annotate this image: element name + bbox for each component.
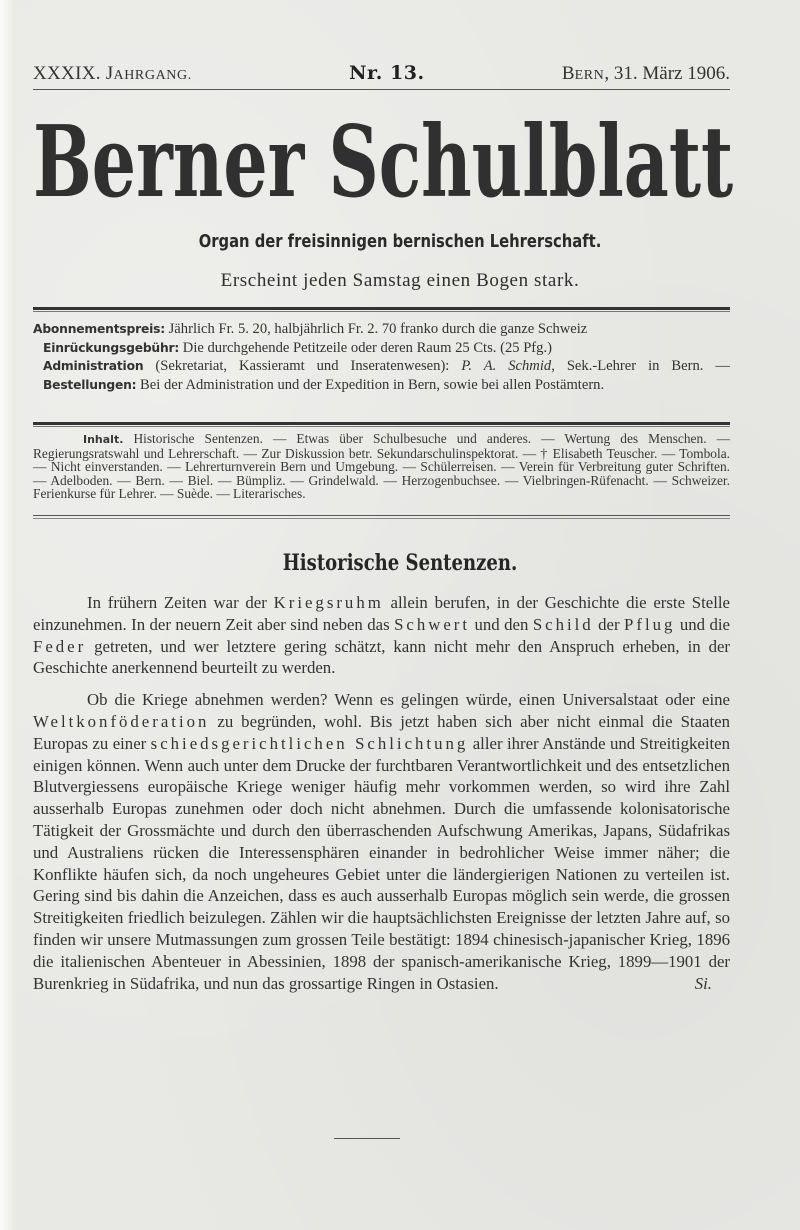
publication-tagline: Erscheint jeden Samstag einen Bogen stark. [220, 270, 580, 291]
insertion-text: Die durchgehende Petitzeile oder deren Raum 25 Cts. (25 Pfg.) [179, 339, 552, 356]
administration-text: (Sekretariat, Kassieramt und Inseratenwesen): [143, 358, 462, 374]
spaced-word: Kriegsruhm [273, 593, 384, 612]
info-double-rule [33, 422, 730, 427]
spaced-word: schiedsgerichtlichen Schlichtung [150, 733, 469, 753]
article-title: Historische Sentenzen. [282, 550, 518, 576]
article-end-rule [334, 1138, 400, 1139]
author-signature: Si. [694, 973, 712, 993]
contents-label: Inhalt. [83, 433, 124, 446]
issue-number: Nr. 13. [349, 62, 425, 84]
administrator-name: P. A. Schmid [461, 358, 552, 374]
spaced-word: Weltkonföderation [33, 711, 210, 731]
administration-label: Administration [43, 359, 144, 373]
spaced-word: Schwert [394, 614, 471, 634]
place-rest: ERN [574, 68, 605, 83]
spaced-word: Feder [33, 636, 87, 656]
issue-date: , 31. März 1906. [604, 63, 730, 84]
orders-label: Bestellungen: [43, 377, 137, 392]
volume-label [33, 63, 192, 85]
page-edge [0, 0, 16, 1230]
newspaper-subtitle: Organ der freisinnigen bernischen Lehrerschaft. [198, 231, 602, 252]
masthead-rule [33, 89, 730, 90]
contents-rule [33, 515, 730, 519]
contents-text: Historische Sentenzen. — Etwas über Schulbesuche und anderes. — Wertung des Menschen. — Regierungsratswahl und Lehrerschaft. — Zur Diskussion betr. Sekundarschulinspektorat. — † Elisabeth Teuscher. — Tombola. — Nicht einverstanden. — Lehrerturnverein Bern und Umgebung. — Schülerreisen. — Verein für Verbreitung guter Schriften. — Adelboden. — Bern. — Biel. — Bümpliz. — Grindelwald. — Herzogenbuchsee. — Vielbringen-Rüfenacht. — Schweizer. Ferienkurse für Lehrer. — Suède. — Literarisches. [33, 431, 730, 502]
place-date [562, 63, 730, 85]
article-paragraph-1: In frühern Zeiten war der Kriegsruhm allein berufen, in der Geschichte die erste Stelle einzunehmen. In der neuern Zeit aber sind neben das Schwert und den Schild der Pflug und die Feder getreten, und wer letztere gering schätzt, kann nicht mehr den Anspruch erheben, in der Geschichte anerkennend beurteilt zu werden. [33, 593, 730, 678]
subscription-label: Abonnementspreis: [33, 322, 165, 336]
spaced-word: Pflug [624, 614, 676, 634]
administration-text-2: , Sek.-Lehrer in Bern. — [551, 358, 730, 374]
insertion-fee-block [33, 339, 730, 395]
masthead-top-line [33, 62, 730, 85]
volume-prefix: XXXIX. J [33, 63, 114, 84]
table-of-contents [33, 432, 730, 501]
article-body [33, 592, 730, 994]
subscription-text: Jährlich Fr. 5. 20, halbjährlich Fr. 2. 70 franko durch die ganze Schweiz [164, 321, 588, 337]
insertion-label: Einrückungsgebühr: [43, 340, 180, 355]
orders-text: Bei der Administration und der Expedition in Bern, sowie bei allen Postämtern. [136, 376, 605, 393]
subscription-info [33, 320, 730, 394]
newspaper-title: Berner Schulblatt [33, 105, 734, 220]
volume-suffix: AHRGANG. [113, 68, 192, 83]
place-initial: B [561, 63, 575, 84]
subscription-line [33, 320, 730, 339]
spaced-word: Schild [532, 614, 594, 634]
article-paragraph-2: Ob die Kriege abnehmen werden? Wenn es gelingen würde, einen Universalstaat oder eine Weltkonföderation zu begründen, wohl. Bis jetzt haben sich aber nicht einmal die Staaten Europas zu einer schiedsgerichtlichen Schlichtung aller ihrer Anstände und Streitigkeiten einigen können. Wenn auch unter dem Drucke der furchtbaren Verantwortlichkeit und des entsetzlichen Blutvergiessens europäische Kriege weniger häufig mehr vorkommen werden, so wird ihre Zahl ausserhalb Europas zunehmen oder doch nicht abnehmen. Durch die umfassende kolonisatorische Tätigkeit der Grossmächte und durch den überraschenden Aufschwung Amerikas, Japans, Südafrikas und Australiens rücken die Interessensphären einander in bedrohlicher Weise immer näher; die Konflikte häufen sich, da noch ungeheures Gebiet unter die ländergierigen Nationen zu verteilen ist. Gering sind bis dahin die Anzeichen, dass es auch ausserhalb Europas möglich sein werde, die grossen Streitigkeiten friedlich beizulegen. Zählen wir die hauptsächlichsten Ereignisse der letzten Jahre auf, so finden wir unsere Mutmassungen zum grossen Teile bestätigt: 1894 chinesisch-japanischer Krieg, 1896 die italienischen Abenteuer in Abessinien, 1898 der spanisch-amerikanische Krieg, 1899—1901 der Burenkrieg in Südafrika, und nun das grossartige Ringen in Ostasien. Si. [33, 690, 730, 993]
header-double-rule [33, 307, 730, 312]
